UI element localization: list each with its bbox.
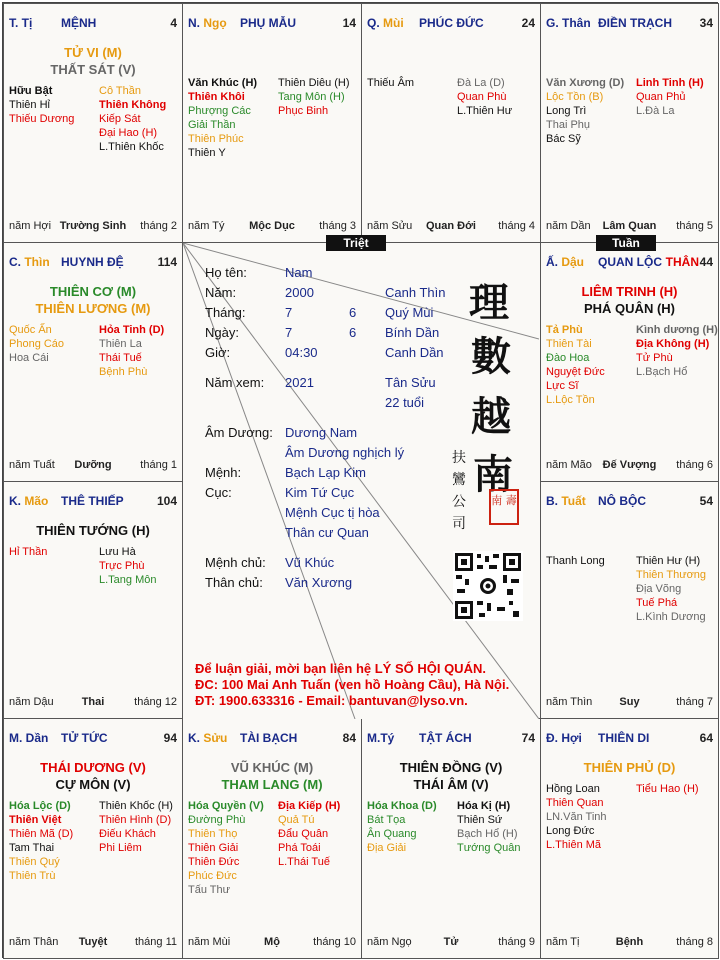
palace-name: TÀI BẠCH (240, 731, 298, 745)
than-cu: Thân cư Quan (285, 525, 369, 540)
palace-header (367, 731, 535, 745)
minor-star: L.Thái Tuế (278, 856, 330, 868)
life-cycle-stage: Mộ (264, 936, 280, 948)
main-star: THÁI DƯƠNG (V) (40, 760, 146, 775)
bad-stars-list (278, 76, 350, 118)
palace-cell-tuat (540, 481, 719, 719)
side-char-2: 鸞 (452, 472, 466, 488)
small-period-year: năm Mùi (188, 936, 231, 948)
palace-footer (367, 220, 535, 234)
minor-star: Hỉ Thần (9, 546, 48, 558)
palace-cell-than (540, 3, 719, 243)
am-duong-label: Âm Dương: (205, 425, 273, 440)
major-period-number: 34 (699, 16, 713, 30)
main-star: CỰ MÔN (V) (55, 777, 131, 792)
month-solar: 6 (349, 305, 357, 320)
minor-star: Văn Khúc (H) (188, 77, 258, 89)
minor-star: Lực Sĩ (546, 380, 579, 392)
minor-star: Địa Võng (636, 583, 682, 595)
minor-star: Thiên Khốc (H) (99, 800, 173, 812)
palace-cell-mao (3, 481, 183, 719)
minor-star: Thiên Sứ (457, 814, 503, 826)
palace-name: ĐIỀN TRẠCH (598, 16, 672, 30)
month-lunar: 7 (285, 305, 293, 320)
main-stars (4, 759, 182, 793)
name-value: Nam (285, 265, 313, 280)
palace-name: HUYNH ĐỆ (61, 255, 124, 269)
minor-star: LN.Văn Tinh (546, 811, 607, 823)
horoscope-chart (2, 2, 718, 958)
contact-line-1: Để luận giải, mời bạn liên hệ LÝ SỐ HỘI QUÁN. (195, 661, 486, 676)
palace-footer (188, 220, 356, 234)
minor-star: Hóa Khoa (D) (367, 800, 437, 812)
major-period-number: 94 (163, 731, 177, 745)
year-value: 2000 (285, 285, 314, 300)
hour-canchi: Canh Dần (385, 345, 444, 360)
calligraphy-char-2: 數 (471, 333, 511, 380)
minor-star: Tang Môn (H) (278, 91, 345, 103)
minor-star: Thiếu Dương (9, 113, 75, 125)
life-cycle-stage: Quan Đới (426, 220, 476, 232)
minor-star: Hóa Quyền (V) (188, 800, 264, 812)
main-stars (183, 759, 361, 793)
minor-star: Thiên La (99, 338, 142, 350)
than-marker: THÂN (665, 255, 699, 269)
minor-star: Thiên Diêu (H) (278, 77, 350, 89)
month-indicator: tháng 9 (498, 936, 535, 948)
life-cycle-stage: Tử (443, 936, 459, 948)
minor-star: Địa Kiếp (H) (278, 800, 341, 812)
cuc-relation: Mệnh Cục tị hòa (285, 505, 380, 520)
palace-cell-dau (540, 242, 719, 482)
palace-footer (9, 696, 177, 710)
minor-star: Thái Tuế (99, 352, 142, 364)
palace-cell-ty (361, 718, 541, 959)
minor-star: Tướng Quân (457, 842, 521, 854)
minor-star: L.Thiên Mã (546, 839, 602, 851)
minor-star: Long Trì (546, 105, 587, 117)
palace-name: MỆNH (61, 16, 97, 30)
view-year-label: Năm xem: (205, 375, 265, 390)
earthly-branch: K. Mão (9, 494, 49, 508)
good-stars-list (367, 799, 437, 855)
good-stars-list (188, 76, 257, 160)
calligraphy-char-1: 理 (469, 279, 509, 326)
minor-star: Phong Cáo (9, 338, 65, 350)
age-value: 22 tuổi (385, 395, 425, 410)
minor-star: Linh Tinh (H) (636, 77, 704, 89)
month-canchi: Quý Mùi (385, 305, 434, 320)
main-stars (4, 283, 182, 317)
good-stars-list (367, 76, 414, 90)
palace-footer (546, 459, 713, 473)
minor-star: Quốc Ấn (9, 324, 52, 336)
minor-star: Đại Hao (H) (99, 127, 158, 139)
minor-star: Giải Thần (188, 119, 236, 131)
earthly-branch: M. Dần (9, 731, 49, 745)
minor-star: Văn Xương (D) (546, 77, 625, 89)
minor-star: Đẩu Quân (278, 828, 329, 840)
minor-star: Điếu Khách (99, 828, 156, 840)
day-lunar: 7 (285, 325, 293, 340)
minor-star: Đào Hoa (546, 352, 590, 364)
minor-star: Thiên Y (188, 147, 226, 159)
minor-star: Thiên Trù (9, 870, 56, 882)
life-cycle-stage: Tuyệt (78, 936, 108, 948)
minor-star: Thiên Thọ (188, 828, 238, 840)
minor-star: Tấu Thư (188, 884, 231, 896)
minor-star: Tam Thai (9, 842, 55, 854)
side-char-1: 扶 (452, 450, 466, 466)
minor-star: Bạch Hổ (H) (457, 828, 518, 840)
bad-stars-list (636, 554, 706, 624)
qr-code-icon[interactable] (453, 551, 523, 621)
palace-footer (188, 936, 356, 950)
main-star: THIÊN ĐỒNG (V) (399, 760, 503, 775)
palace-header (546, 731, 713, 745)
main-star: LIÊM TRINH (H) (581, 284, 678, 299)
minor-star: Bệnh Phù (99, 366, 148, 378)
small-period-year: năm Thìn (546, 696, 593, 708)
month-indicator: tháng 6 (676, 459, 713, 471)
main-stars (4, 522, 182, 539)
main-stars (4, 44, 182, 78)
bad-stars-list (99, 84, 166, 154)
life-cycle-stage: Lâm Quan (602, 220, 657, 232)
life-cycle-stage: Bệnh (615, 936, 644, 948)
bad-stars-list (457, 799, 521, 855)
palace-header (546, 16, 713, 30)
minor-star: Thanh Long (546, 555, 605, 567)
bad-stars-list (457, 76, 512, 118)
earthly-branch: Ấ. Dậu (546, 255, 585, 269)
main-star: THIÊN CƠ (M) (49, 284, 137, 299)
day-canchi: Bính Dần (385, 325, 440, 340)
palace-footer (9, 220, 177, 234)
major-period-number: 104 (156, 494, 177, 508)
year-canchi: Canh Thìn (385, 285, 446, 300)
month-indicator: tháng 10 (313, 936, 356, 948)
month-indicator: tháng 12 (134, 696, 177, 708)
minor-star: Địa Giải (367, 842, 407, 854)
main-star: THẤT SÁT (V) (50, 62, 136, 77)
small-period-year: năm Tý (188, 220, 225, 232)
main-star: THÁI ÂM (V) (413, 777, 489, 792)
major-period-number: 84 (342, 731, 356, 745)
month-indicator: tháng 1 (140, 459, 177, 471)
main-stars (362, 759, 540, 793)
minor-star: L.Lộc Tồn (546, 394, 595, 406)
minor-star: Hữu Bật (9, 85, 53, 97)
life-cycle-stage: Mộc Dục (249, 220, 295, 232)
small-period-year: năm Mão (546, 459, 592, 471)
minor-star: L.Đà La (636, 105, 675, 117)
small-period-year: năm Sửu (367, 220, 413, 232)
palace-footer (546, 220, 713, 234)
minor-star: Hoa Cái (9, 352, 49, 364)
name-label: Họ tên: (205, 265, 247, 280)
minor-star: Bác Sỹ (546, 133, 581, 145)
good-stars-list (546, 554, 605, 568)
palace-name: NÔ BỘC (598, 494, 646, 508)
side-char-4: 司 (452, 516, 466, 532)
good-stars-list (9, 799, 73, 883)
menh-value: Bạch Lạp Kim (285, 465, 366, 480)
palace-cell-mui (361, 3, 541, 243)
minor-star: Đường Phù (188, 814, 246, 826)
minor-star: Phục Binh (278, 105, 329, 117)
center-info-panel (183, 243, 539, 719)
am-duong-value: Dương Nam (285, 425, 358, 440)
major-period-number: 64 (699, 731, 713, 745)
minor-star: L.Bạch Hổ (636, 366, 688, 378)
am-duong-note: Âm Dương nghịch lý (285, 445, 405, 460)
small-period-year: năm Dần (546, 220, 591, 232)
than-chu-value: Văn Xương (285, 575, 353, 590)
good-stars-list (9, 323, 64, 365)
month-indicator: tháng 8 (676, 936, 713, 948)
life-cycle-stage: Thai (81, 696, 105, 708)
palace-header (188, 731, 356, 745)
earthly-branch: N. Ngọ (188, 16, 227, 30)
bad-stars-list (636, 76, 704, 118)
earthly-branch: B. Tuất (546, 494, 586, 508)
minor-star: Ân Quang (367, 828, 417, 840)
earthly-branch: C. Thìn (9, 255, 50, 269)
bad-stars-list (99, 323, 164, 379)
palace-cell-hoi (540, 718, 719, 959)
minor-star: L.Kình Dương (636, 611, 706, 623)
small-period-year: năm Tuất (9, 459, 55, 471)
good-stars-list (546, 323, 605, 407)
minor-star: L.Thiên Khốc (99, 141, 164, 153)
bad-stars-list (636, 323, 718, 379)
major-period-number: 44 (699, 255, 713, 269)
minor-star: Thiên Hình (D) (99, 814, 172, 826)
minor-star: Thiên Quý (9, 856, 60, 868)
minor-star: Thai Phụ (546, 119, 591, 131)
cuc-label: Cục: (205, 485, 232, 500)
minor-star: Thiên Đức (188, 856, 240, 868)
minor-star: Thiên Quan (546, 797, 604, 809)
minor-star: Tuế Phá (636, 597, 678, 609)
minor-star: Quan Phù (457, 91, 507, 103)
palace-cell-dan (3, 718, 183, 959)
small-period-year: năm Hợi (9, 220, 52, 232)
minor-star: Thiên Thương (636, 569, 707, 581)
minor-star: Tả Phù (546, 324, 583, 336)
calligraphy-char-3: 越 (471, 393, 511, 440)
tuan-tag: Tuần (596, 235, 656, 251)
good-stars-list (9, 84, 74, 126)
main-star: TỬ VI (M) (64, 45, 122, 60)
minor-star: Kiếp Sát (99, 113, 141, 125)
major-period-number: 24 (521, 16, 535, 30)
minor-star: Thiên Hỉ (9, 99, 50, 111)
minor-star: Quan Phủ (636, 91, 686, 103)
earthly-branch: M.Tý (367, 731, 395, 745)
main-stars (541, 283, 718, 317)
palace-cell-thin (3, 242, 183, 482)
earthly-branch: G. Thân (546, 16, 591, 30)
small-period-year: năm Tị (546, 936, 580, 948)
main-star: THIÊN PHỦ (D) (583, 760, 676, 775)
minor-star: Long Đức (546, 825, 595, 837)
major-period-number: 54 (699, 494, 713, 508)
good-stars-list (188, 799, 264, 897)
month-indicator: tháng 7 (676, 696, 713, 708)
good-stars-list (546, 76, 624, 146)
palace-footer (9, 936, 177, 950)
minor-star: Phúc Đức (188, 870, 237, 882)
main-stars (541, 759, 718, 776)
main-star: PHÁ QUÂN (H) (584, 301, 675, 316)
main-star: THIÊN LƯƠNG (M) (35, 301, 151, 316)
year-label: Năm: (205, 285, 237, 300)
contact-address: ĐC: 100 Mai Anh Tuấn (ven hồ Hoàng Cầu), Hà Nội. (195, 677, 510, 692)
minor-star: Thiên Giải (188, 842, 239, 854)
minor-star: Tiểu Hao (H) (636, 783, 699, 795)
view-year-value: 2021 (285, 375, 314, 390)
minor-star: Thiên Việt (9, 814, 62, 826)
minor-star: Cô Thần (99, 85, 141, 97)
month-indicator: tháng 4 (498, 220, 535, 232)
earthly-branch: Đ. Hợi (546, 731, 582, 745)
palace-name: TỬ TỨC (61, 731, 108, 745)
hour-value: 04:30 (285, 345, 318, 360)
main-star: THIÊN TƯỚNG (H) (36, 523, 150, 538)
life-cycle-stage: Đế Vượng (602, 459, 657, 471)
main-star: VŨ KHÚC (M) (230, 760, 314, 775)
major-period-number: 114 (157, 255, 177, 269)
earthly-branch: T. Tị (9, 16, 33, 30)
cuc-value: Kim Tứ Cục (285, 485, 355, 500)
palace-name: THÊ THIẾP (61, 494, 124, 508)
earthly-branch: Q. Mùi (367, 16, 404, 30)
small-period-year: năm Dậu (9, 696, 54, 708)
small-period-year: năm Thân (9, 936, 59, 948)
palace-footer (546, 936, 713, 950)
palace-cell-ngo (182, 3, 362, 243)
palace-header (367, 16, 535, 30)
bad-stars-list (99, 545, 156, 587)
minor-star: Phượng Các (188, 105, 251, 117)
palace-header (9, 494, 177, 508)
palace-header (546, 494, 713, 508)
life-cycle-stage: Trường Sinh (59, 220, 127, 232)
calligraphy-char-4: 南 (473, 451, 513, 498)
month-indicator: tháng 5 (676, 220, 713, 232)
minor-star: Thiên Mã (D) (9, 828, 74, 840)
palace-header (9, 16, 177, 30)
life-cycle-stage: Dưỡng (74, 459, 112, 471)
minor-star: L.Thiên Hư (457, 105, 513, 117)
palace-footer (9, 459, 177, 473)
menh-label: Mệnh: (205, 465, 242, 480)
palace-footer (546, 696, 713, 710)
month-indicator: tháng 11 (134, 936, 177, 948)
minor-star: Hóa Lộc (D) (9, 800, 71, 812)
palace-cell-ti (3, 3, 183, 243)
hour-label: Giờ: (205, 345, 231, 360)
palace-name: QUAN LỘC (598, 255, 662, 269)
month-indicator: tháng 3 (319, 220, 356, 232)
minor-star: Lộc Tồn (B) (546, 91, 604, 103)
palace-name: PHỤ MẪU (240, 16, 296, 30)
palace-name: THIÊN DI (598, 731, 650, 745)
minor-star: Thiên Tài (546, 338, 592, 350)
small-period-year: năm Ngọ (367, 936, 412, 948)
palace-footer (367, 936, 535, 950)
minor-star: Bát Tọa (367, 814, 406, 826)
month-indicator: tháng 2 (140, 220, 177, 232)
major-period-number: 4 (170, 16, 177, 30)
good-stars-list (9, 545, 47, 559)
minor-star: Thiên Khôi (188, 91, 245, 103)
bad-stars-list (278, 799, 340, 869)
minor-star: Lưu Hà (99, 546, 136, 558)
palace-cell-suu (182, 718, 362, 959)
bad-stars-list (636, 782, 699, 796)
earthly-branch: K. Sửu (188, 731, 228, 745)
minor-star: Phá Toái (278, 842, 321, 854)
minor-star: Đà La (D) (457, 77, 505, 89)
minor-star: Thiên Hư (H) (636, 555, 701, 567)
main-star: THAM LANG (M) (221, 777, 323, 792)
minor-star: Thiếu Âm (367, 77, 415, 89)
menh-chu-label: Mệnh chủ: (205, 555, 266, 570)
palace-header (546, 255, 713, 269)
day-solar: 6 (349, 325, 357, 340)
minor-star: Hóa Kị (H) (457, 800, 511, 812)
palace-name: PHÚC ĐỨC (419, 16, 484, 30)
palace-header (9, 731, 177, 745)
major-period-number: 74 (521, 731, 535, 745)
minor-star: L.Tang Môn (99, 574, 157, 586)
triet-tag: Triệt (326, 235, 386, 251)
palace-header (9, 255, 177, 269)
minor-star: Địa Không (H) (636, 338, 710, 350)
bad-stars-list (99, 799, 173, 855)
day-label: Ngày: (205, 325, 239, 340)
minor-star: Hỏa Tinh (D) (99, 324, 165, 336)
palace-name: TẬT ÁCH (419, 731, 472, 745)
minor-star: Thiên Không (99, 99, 167, 111)
minor-star: Thiên Phúc (188, 133, 244, 145)
side-char-3: 公 (452, 494, 466, 510)
minor-star: Kình dương (H) (636, 324, 718, 336)
palace-header (188, 16, 356, 30)
contact-phone-email: ĐT: 1900.633316 - Email: bantuvan@lyso.vn. (195, 693, 468, 708)
major-period-number: 14 (342, 16, 356, 30)
menh-chu-value: Vũ Khúc (285, 555, 335, 570)
minor-star: Quả Tú (278, 814, 315, 826)
life-cycle-stage: Suy (619, 696, 640, 708)
month-label: Tháng: (205, 305, 246, 320)
red-seal-stamp: 南 壽 (489, 489, 519, 525)
view-year-canchi: Tân Sửu (385, 375, 436, 390)
good-stars-list (546, 782, 607, 852)
minor-star: Phi Liêm (99, 842, 142, 854)
minor-star: Hồng Loan (546, 783, 600, 795)
minor-star: Trực Phù (99, 560, 145, 572)
minor-star: Tử Phù (636, 352, 673, 364)
than-chu-label: Thân chủ: (205, 575, 263, 590)
minor-star: Nguyệt Đức (546, 366, 605, 378)
